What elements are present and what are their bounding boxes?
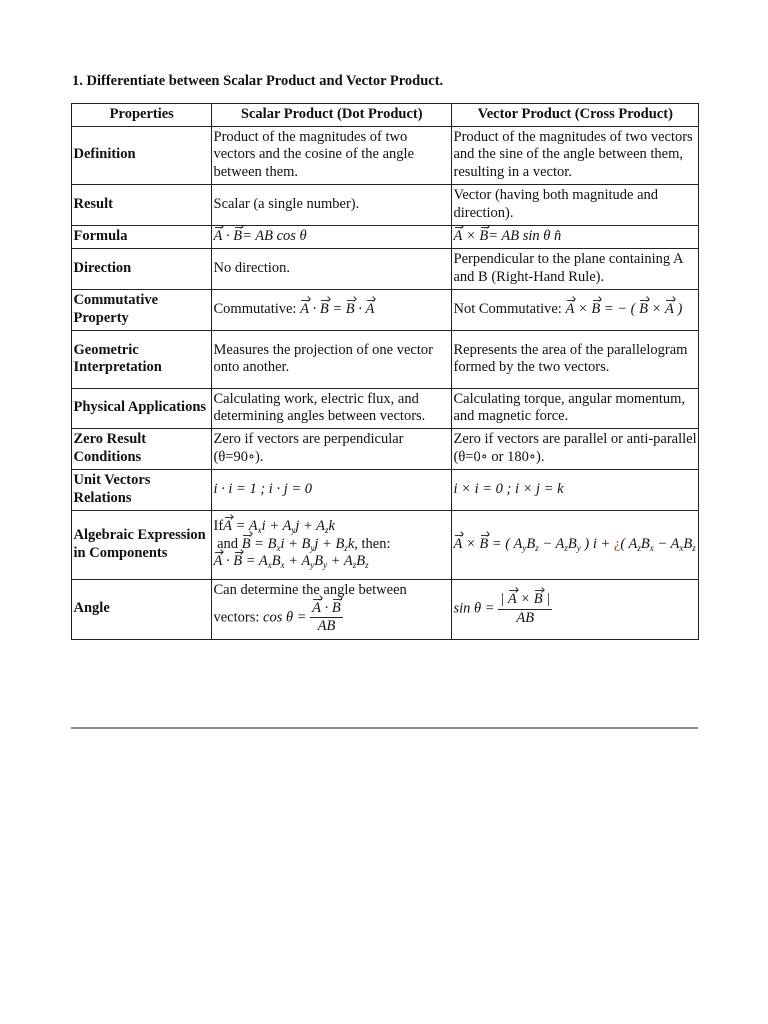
scalar-angle-fraction: $\frac{A \cdot B}{AB}$ (312, 599, 341, 635)
vector-angle (452, 579, 699, 639)
scalar-geometric: Measures the projection of one vector onto another. (212, 330, 452, 388)
scalar-formula-rhs: = AB cos θ (242, 227, 307, 244)
scalar-zero: Zero if vectors are perpendicular (θ=90∘). (212, 428, 452, 469)
label-definition: Definition (72, 126, 212, 184)
label-unit: Unit Vectors Relations (72, 469, 212, 510)
vector-angle-den: AB (516, 609, 535, 626)
comparison-table (71, 103, 699, 640)
header-scalar: Scalar Product (Dot Product) (212, 104, 452, 127)
scalar-commutative-prefix: Commutative: (213, 300, 297, 317)
then-word: , then: (354, 535, 391, 552)
vector-direction: Perpendicular to the plane containing A and B (Right-Hand Rule). (452, 248, 699, 289)
row-algebraic (72, 510, 699, 579)
vector-geometric: Represents the area of the parallelogram formed by the two vectors. (452, 330, 699, 388)
scalar-physical: Calculating work, electric flux, and determining angles between vectors. (212, 388, 452, 428)
label-zero: Zero Result Conditions (72, 428, 212, 469)
vector-algebraic: A × B = ( $A_yB_z - A_zB_y$ ) i + ¿( $A_zB_x - A_xB_z$ (452, 510, 699, 579)
scalar-direction: No direction. (212, 248, 452, 289)
label-algebraic: Algebraic Expression in Components (72, 510, 212, 579)
vector-result: Vector (having both magnitude and direction). (452, 184, 699, 225)
scalar-formula: A · B= AB cos θ (212, 225, 452, 248)
row-physical (72, 388, 699, 428)
row-definition (72, 126, 699, 184)
row-unit (72, 469, 699, 510)
scalar-angle-text: Can determine the angle between vectors: (213, 582, 407, 626)
scalar-commutative: Commutative: A · B = B · A (212, 289, 452, 330)
row-direction (72, 248, 699, 289)
divider-line (71, 727, 698, 729)
vector-angle-fraction: $\frac{| A \times B |}{AB}$ (500, 591, 551, 626)
scalar-definition: Product of the magnitudes of two vectors and the cosine of the angle between them. (212, 126, 452, 184)
row-result (72, 184, 699, 225)
scalar-angle-den: AB (317, 618, 336, 635)
page-title: 1. Differentiate between Scalar Product and Vector Product. (72, 73, 444, 89)
vector-commutative-prefix: Not Commutative: (453, 300, 562, 317)
scalar-unit: i · i = 1 ; i · j = 0 (212, 469, 452, 510)
scalar-angle-lhs: cos θ = (263, 609, 307, 626)
row-formula (72, 225, 699, 248)
scalar-angle (212, 579, 452, 639)
row-commutative (72, 289, 699, 330)
vector-formula-rhs: = AB sin θ n̂ (488, 227, 562, 244)
row-zero (72, 428, 699, 469)
vector-commutative: Not Commutative: A × B = − ( B × A ) (452, 289, 699, 330)
vector-zero: Zero if vectors are parallel or anti-parallel (θ=0∘ or 180∘). (452, 428, 699, 469)
label-angle: Angle (72, 579, 212, 639)
label-result: Result (72, 184, 212, 225)
row-angle (72, 579, 699, 639)
vector-physical: Calculating torque, angular momentum, and magnetic force. (452, 388, 699, 428)
vector-angle-lhs: sin θ = (453, 600, 495, 617)
row-geometric (72, 330, 699, 388)
header-properties: Properties (72, 104, 212, 127)
vector-unit: i × i = 0 ; i × j = k (452, 469, 699, 510)
and-word: and (217, 535, 239, 552)
label-geometric: Geometric Interpretation (72, 330, 212, 388)
label-direction: Direction (72, 248, 212, 289)
if-word: If (213, 518, 224, 535)
scalar-result: Scalar (a single number). (212, 184, 452, 225)
label-physical: Physical Applications (72, 388, 212, 428)
vector-formula: A × B= AB sin θ n̂ (452, 225, 699, 248)
header-row (72, 104, 699, 127)
scalar-algebraic: IfA = $A_xi + A_yj + A_zk$ and $B = B_xi + B_yj + B_zk$, then: $A \cdot B = A_xB_x + A_yB_y + A_zB_z$ (212, 510, 452, 579)
vector-definition: Product of the magnitudes of two vectors and the sine of the angle between them, resulting in a vector. (452, 126, 699, 184)
label-commutative: Commutative Property (72, 289, 212, 330)
header-vector: Vector Product (Cross Product) (452, 104, 699, 127)
label-formula: Formula (72, 225, 212, 248)
